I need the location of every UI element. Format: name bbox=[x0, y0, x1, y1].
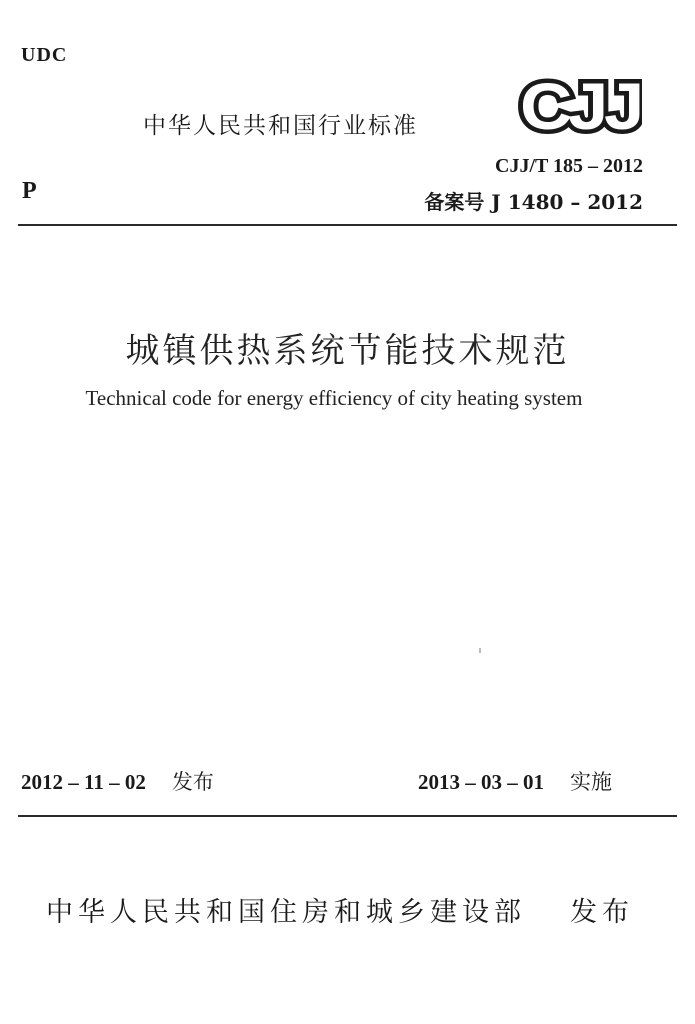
header-divider bbox=[18, 224, 677, 226]
udc-label: UDC bbox=[21, 44, 68, 66]
cjj-logo bbox=[518, 74, 642, 136]
effective-date-line bbox=[418, 766, 612, 796]
classification-code: P bbox=[22, 178, 37, 204]
standard-code: CJJ/T 185 – 2012 bbox=[495, 155, 643, 177]
filing-number: 备案号 J 1480 – 2012 bbox=[424, 190, 643, 214]
publish-date: 2012 – 11 – 02 bbox=[21, 770, 146, 794]
document-title-chinese: 城镇供热系统节能技术规范 bbox=[125, 331, 570, 371]
issuer-name: 中华人民共和国住房和城乡建设部 bbox=[46, 897, 526, 928]
scan-artifact bbox=[479, 648, 481, 653]
document-title-english: Technical code for energy efficiency of city heating system bbox=[85, 386, 583, 410]
publish-date-line bbox=[21, 766, 214, 796]
publish-label: 发布 bbox=[171, 770, 214, 794]
footer-divider bbox=[18, 815, 677, 817]
effective-date: 2013 – 03 – 01 bbox=[418, 770, 544, 794]
svg-text:CJJ: CJJ bbox=[520, 74, 641, 136]
issue-label: 发布 bbox=[570, 897, 634, 928]
effective-label: 实施 bbox=[570, 770, 612, 794]
sector-standard-title: 中华人民共和国行业标准 bbox=[143, 113, 418, 139]
issuer-line bbox=[46, 890, 634, 929]
